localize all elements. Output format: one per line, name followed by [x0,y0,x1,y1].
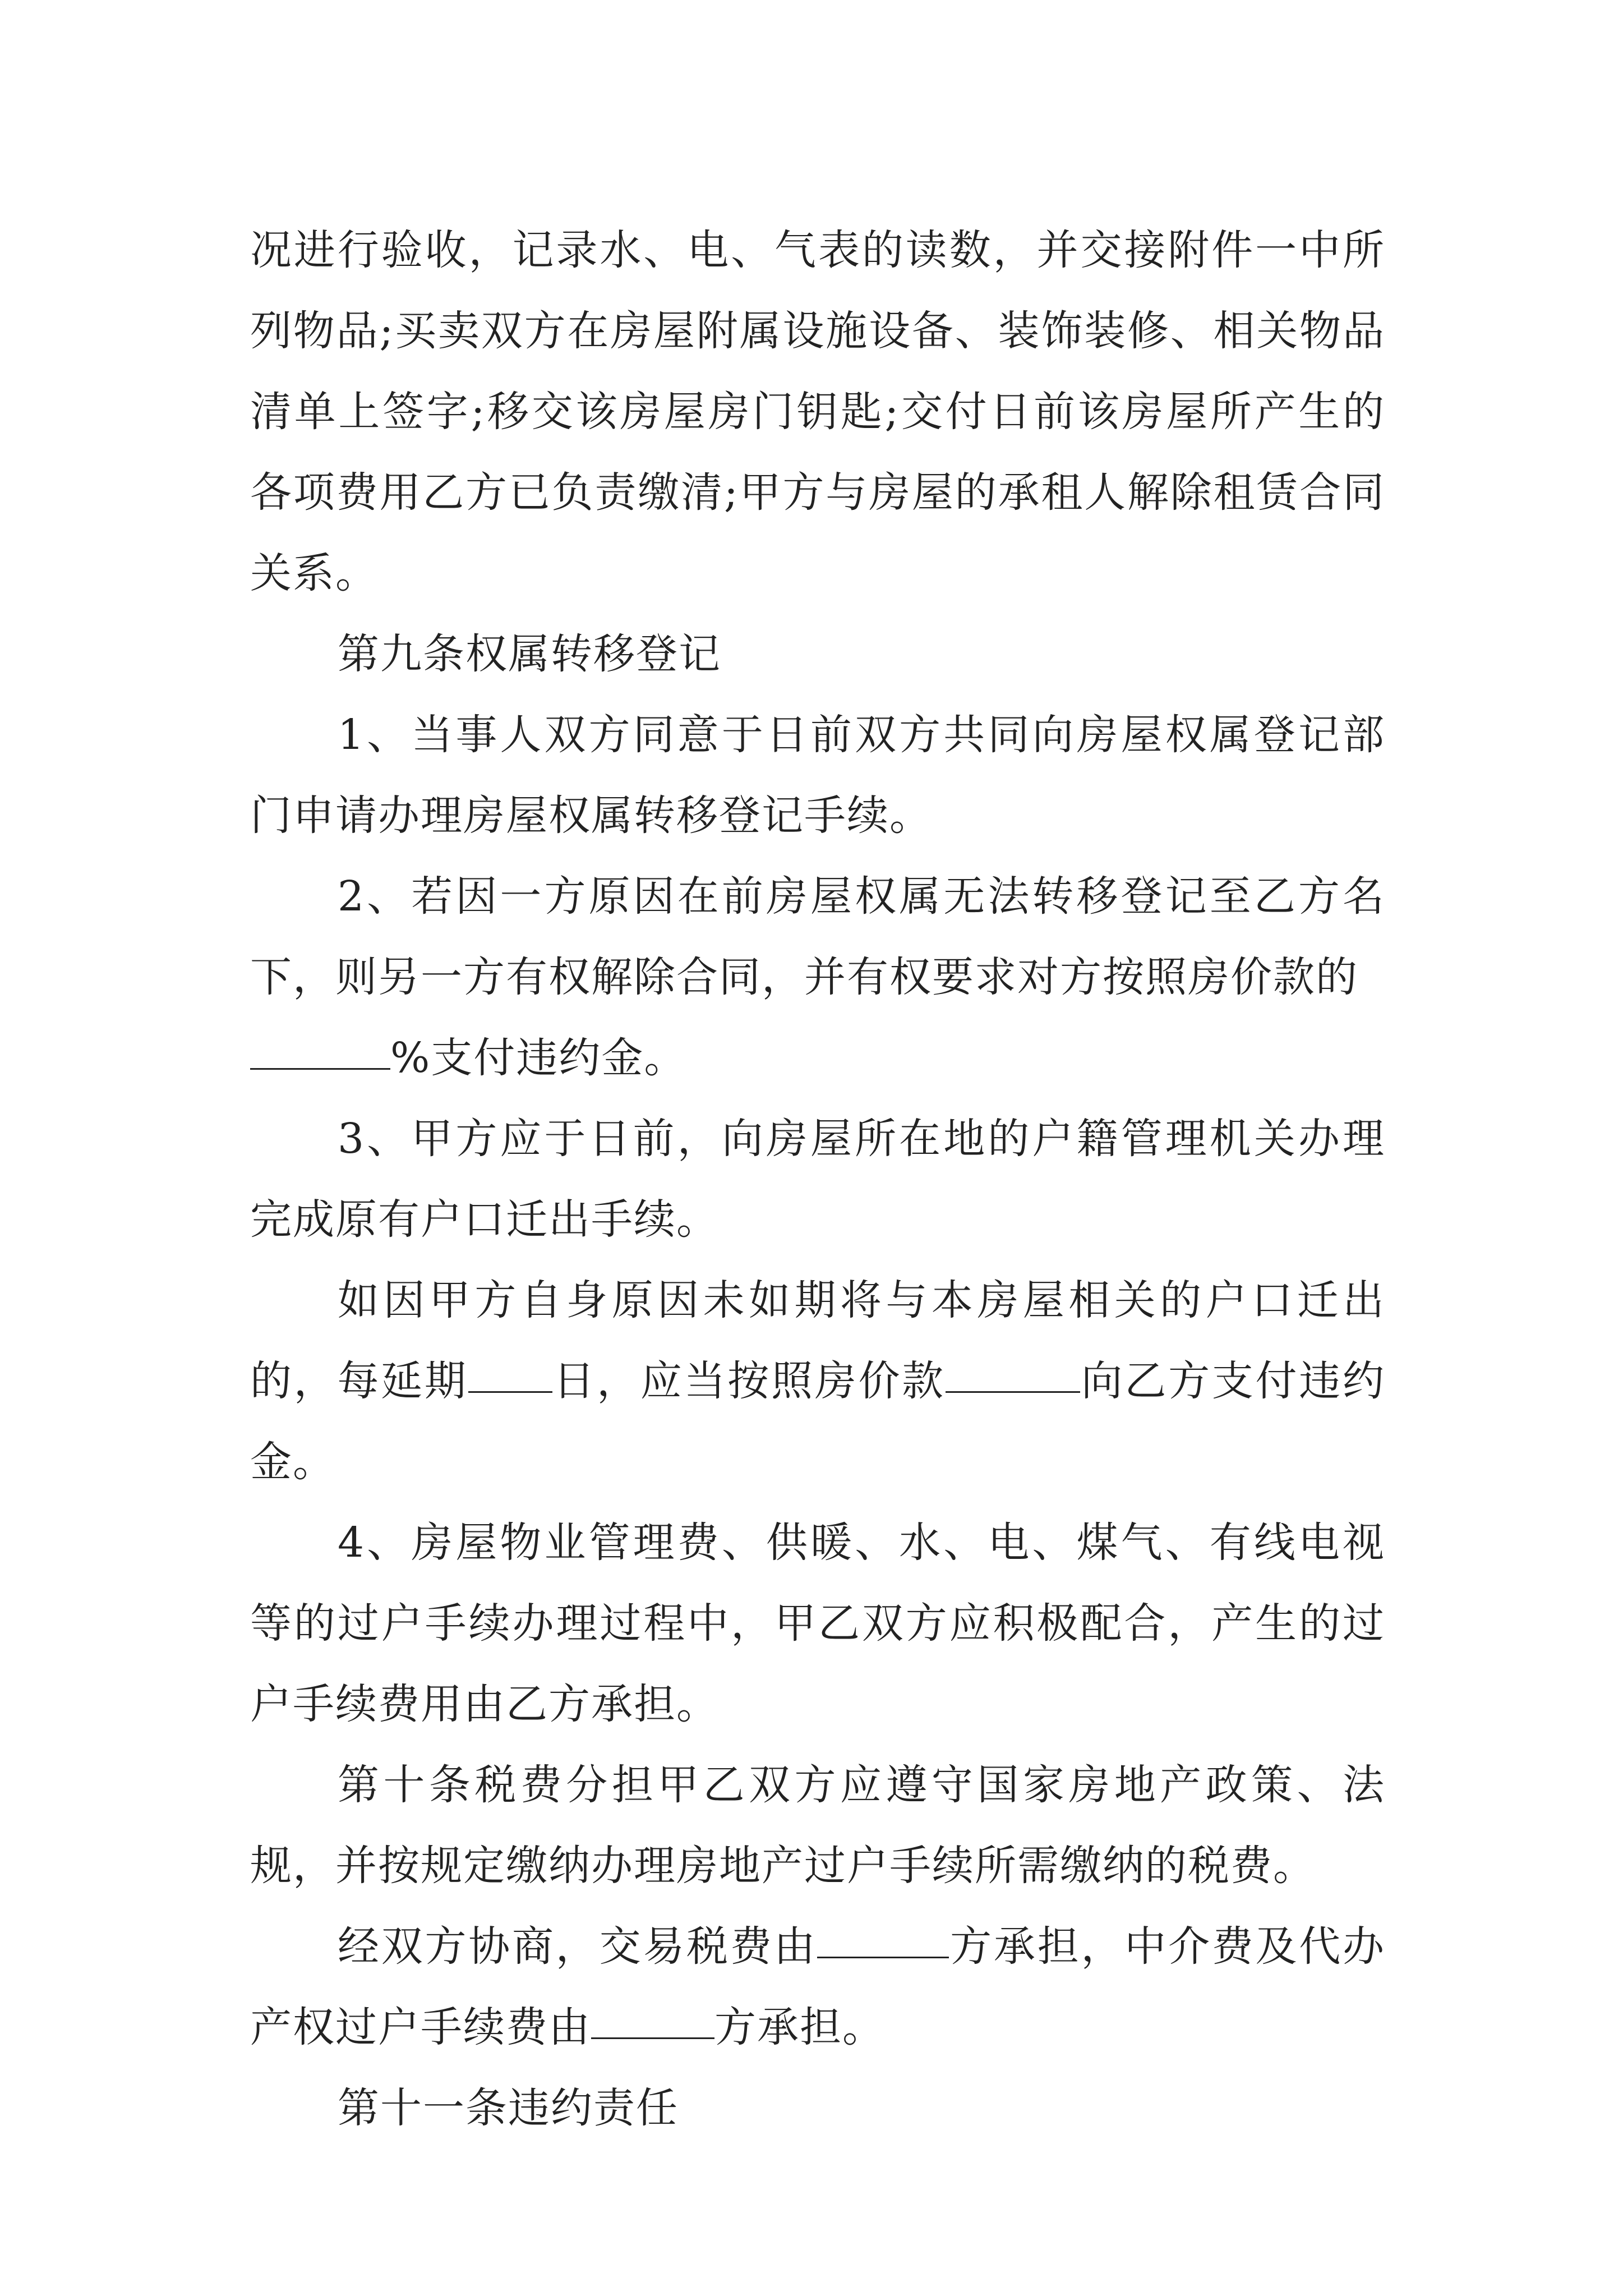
paragraph-9-1: 1、当事人双方同意于日前双方共同向房屋权属登记部门申请办理房屋权属转移登记手续。 [250,711,1385,840]
blank-tax-party [817,1957,949,1958]
paragraph-9-3: 3、甲方应于日前，向房屋所在地的户籍管理机关办理完成原有户口迁出手续。 [250,1115,1385,1244]
paragraph-9-2 [250,856,1385,1018]
paragraph-handover: 况进行验收，记录水、电、气表的读数，并交接附件一中所列物品;买卖双方在房屋附属设施设备、装饰装修、相关物品清单上签字;移交该房屋房门钥匙;交付日前该房屋所产生的各项费用乙方已负责缴清;甲方与房屋的承租人解除租赁合同关系。 [250,226,1385,597]
paragraph-tax-part1: 经双方协商，交易税费由 [338,1922,818,1971]
blank-penalty-percent [250,1068,390,1070]
blank-agency-party [591,2037,714,2039]
heading-article-11: 第十一条违约责任 [338,2084,679,2132]
paragraph-9-3-delay [250,1260,1385,1502]
blank-delay-amount [946,1391,1080,1393]
paragraph-delay-part3: 向乙方支付违约金。 [250,1357,1386,1486]
paragraph-tax-part2: 方承担，中介费及代办产权过户手续费由 [250,1922,1386,2051]
document-body [250,210,1385,2148]
paragraph-delay-part1: 如因甲方自身原因未如期将与本房屋相关的户口迁出的，每延期 [250,1276,1385,1405]
paragraph-tax-part3: 方承担。 [714,2003,885,2051]
paragraph-9-2-text: 2、若因一方原因在前房屋权属无法转移登记至乙方名下，则另一方有权解除合同，并有权要求对方按照房价款的 [250,872,1385,1001]
paragraph-tax-negotiation [250,1906,1385,2068]
paragraph-9-4: 4、房屋物业管理费、供暖、水、电、煤气、有线电视等的过户手续办理过程中，甲乙双方应积极配合，产生的过户手续费用由乙方承担。 [250,1519,1385,1728]
heading-article-9: 第九条权属转移登记 [338,630,721,678]
paragraph-9-2-tail: %支付违约金。 [390,1034,687,1082]
paragraph-9-2-cont [250,1018,1385,1098]
paragraph-delay-part2: 日，应当按照房价款 [552,1357,946,1405]
paragraph-article-10: 第十条税费分担甲乙双方应遵守国家房地产政策、法规，并按规定缴纳办理房地产过户手续所需缴纳的税费。 [250,1761,1385,1890]
blank-delay-days [468,1391,552,1393]
